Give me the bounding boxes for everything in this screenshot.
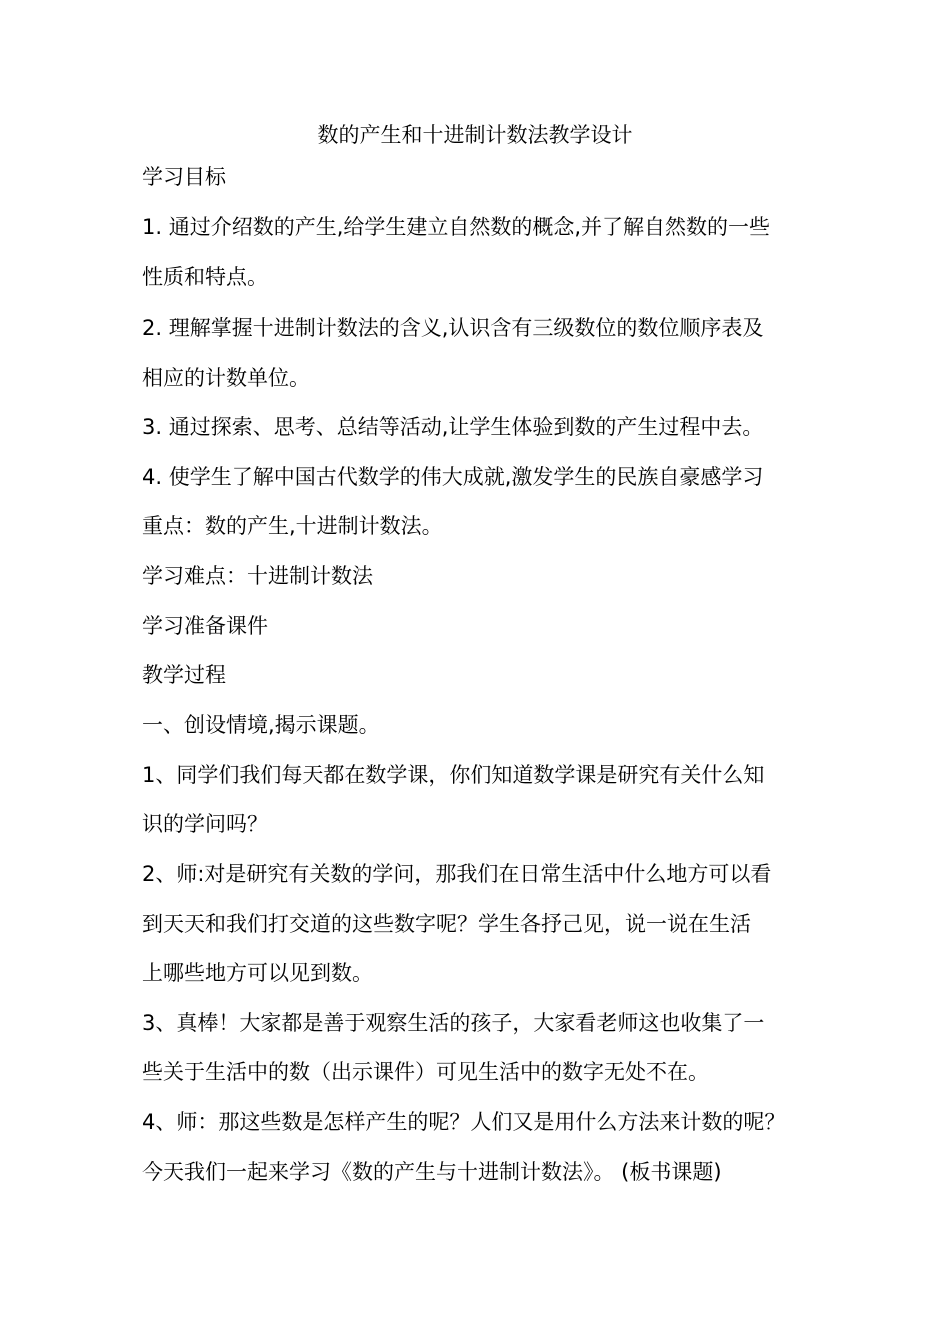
step-2-line-3: 上哪些地方可以见到数。 [142, 961, 373, 985]
step-2-line-1: 2、师:对是研究有关数的学问，那我们在日常生活中什么地方可以看 [142, 862, 772, 886]
goal-1-line-1: 1. 通过介绍数的产生,给学生建立自然数的概念,并了解自然数的一些 [142, 215, 771, 239]
goal-1-line-2: 性质和特点。 [142, 265, 268, 289]
heading-teaching-process: 教学过程 [142, 663, 226, 687]
step-4-line-2: 今天我们一起来学习《数的产生与十进制计数法》。 (板书课题) [142, 1160, 722, 1184]
preparation: 学习准备课件 [142, 614, 268, 638]
step-3-line-1: 3、真棒！大家都是善于观察生活的孩子，大家看老师这也收集了一 [142, 1011, 765, 1035]
heading-learning-goals: 学习目标 [142, 165, 226, 189]
difficult-points: 学习难点：十进制计数法 [142, 564, 373, 588]
section-1-heading: 一、创设情境,揭示课题。 [142, 713, 380, 737]
document-title: 数的产生和十进制计数法教学设计 [317, 123, 633, 147]
goal-2-line-1: 2. 理解掌握十进制计数法的含义,认识含有三级数位的数位顺序表及 [142, 316, 764, 340]
step-2-line-2: 到天天和我们打交道的这些数字呢？学生各抒己见，说一说在生活 [142, 912, 751, 936]
goal-4: 4. 使学生了解中国古代数学的伟大成就,激发学生的民族自豪感学习 [142, 465, 764, 489]
goal-3: 3. 通过探索、思考、总结等活动,让学生体验到数的产生过程中去。 [142, 415, 764, 439]
step-1-line-1: 1、同学们我们每天都在数学课，你们知道数学课是研究有关什么知 [142, 763, 765, 787]
step-4-line-1: 4、师：那这些数是怎样产生的呢？人们又是用什么方法来计数的呢？ [142, 1110, 786, 1134]
key-points: 重点：数的产生,十进制计数法。 [142, 514, 443, 538]
goal-2-line-2: 相应的计数单位。 [142, 366, 310, 390]
step-3-line-2: 些关于生活中的数（出示课件）可见生活中的数字无处不在。 [142, 1060, 709, 1084]
step-1-line-2: 识的学问吗？ [142, 812, 268, 836]
